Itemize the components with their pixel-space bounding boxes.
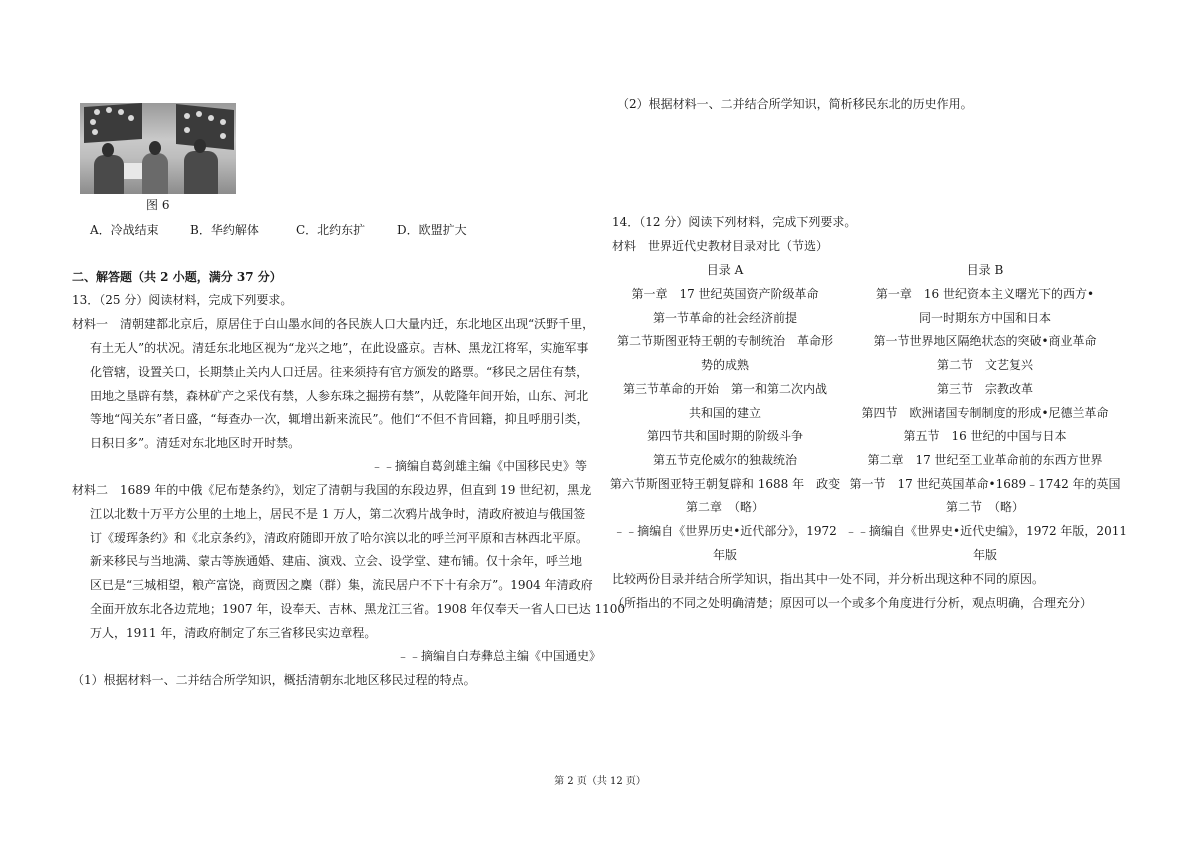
person-left	[94, 155, 124, 194]
option-a: A．冷战结束	[90, 223, 159, 237]
flag-star	[106, 107, 112, 113]
catalog-a-line: 第四节共和国时期的阶级斗争	[646, 429, 803, 443]
catalog-a-line: 第三节革命的开始 第一和第二次内战	[622, 382, 827, 396]
material1-line: 田地之垦辟有禁，森林矿产之采伐有禁，人参东珠之掘捞有禁”，从乾隆年间开始，山东、河北	[90, 389, 589, 403]
catalog-b-source: 年版	[972, 548, 997, 562]
catalog-a-line: 第二章 （略）	[685, 500, 764, 514]
catalog-b-line: 同一时期东方中国和日本	[918, 311, 1051, 325]
material2-line: 新来移民与当地满、蒙古等族通婚、建庙、演戏、立会、设学堂、建布铺。仅十余年，呼兰地	[90, 554, 583, 568]
question-13-2: （2）根据材料一、二并结合所学知识，简析移民东北的历史作用。	[617, 97, 973, 111]
option-d: D．欧盟扩大	[397, 223, 467, 237]
option-b: B．华约解体	[190, 223, 259, 237]
flag-star	[196, 111, 202, 117]
catalog-b-line: 第一章 16 世纪资本主义曙光下的西方•	[875, 287, 1095, 301]
flag-star	[118, 109, 124, 115]
material2-line: 万人，1911 年，清政府制定了东三省移民实边章程。	[90, 626, 377, 640]
catalog-b-line: 第四节 欧洲诸国专制制度的形成•尼德兰革命	[861, 406, 1109, 420]
flag-star	[90, 119, 96, 125]
catalog-a-line: 第一节革命的社会经济前提	[652, 311, 797, 325]
material2-line: 材料二 1689 年的中俄《尼布楚条约》，划定了清朝与我国的东段边界，但直到 19 世纪初，黑龙	[72, 483, 592, 497]
person-right	[184, 151, 218, 194]
catalog-a-line: 势的成熟	[700, 358, 749, 372]
option-c: C．北约东扩	[296, 223, 366, 237]
catalog-b-line: 第二节 文艺复兴	[936, 358, 1033, 372]
catalog-b-line: 第二章 17 世纪至工业革命前的东西方世界	[867, 453, 1103, 467]
catalog-b-line: 第一节世界地区隔绝状态的突破•商业革命	[873, 334, 1097, 348]
person-middle	[142, 153, 168, 194]
catalog-a-line: 第一章 17 世纪英国资产阶级革命	[631, 287, 819, 301]
catalog-a-line: 第二节斯图亚特王朝的专制统治 革命形	[616, 334, 833, 348]
flag-star	[184, 113, 190, 119]
source-citation-2: ﹣﹣摘编自白寿彝总主编《中国通史》	[397, 649, 602, 663]
question-13-1: （1）根据材料一、二并结合所学知识，概括清朝东北地区移民过程的特点。	[72, 673, 476, 687]
person-head	[149, 141, 161, 155]
q13-intro: 13．（25 分）阅读材料，完成下列要求。	[72, 293, 293, 307]
material-label: 材料 世界近代史教材目录对比（节选）	[612, 239, 829, 253]
catalog-a-source: ﹣﹣摘编自《世界历史•近代部分》，1972	[613, 524, 837, 538]
catalog-a-title: 目录 A	[706, 263, 744, 277]
flag-star	[92, 129, 98, 135]
catalog-b-source: ﹣﹣摘编自《世界史•近代史编》，1972 年版，2011	[845, 524, 1127, 538]
catalog-a-line: 第五节克伦威尔的独裁统治	[652, 453, 797, 467]
flag-star	[94, 109, 100, 115]
material2-line: 全面开放东北各边荒地；1907 年，设奉天、吉林、黑龙江三省。1908 年仅奉天一省人口已达 1100	[90, 602, 626, 616]
catalog-a-line: 共和国的建立	[688, 406, 761, 420]
q14-intro: 14．（12 分）阅读下列材料，完成下列要求。	[612, 215, 857, 229]
catalog-b-line: 第五节 16 世纪的中国与日本	[903, 429, 1067, 443]
material1-line: 材料一 清朝建都北京后，原居住于白山墨水间的各民族人口大量内迁，东北地区出现“沃野千里，	[72, 317, 595, 331]
compare-instruction: 比较两份目录并结合所学知识，指出其中一处不同，并分析出现这种不同的原因。	[612, 572, 1045, 586]
person-head	[102, 143, 114, 157]
source-citation-1: ﹣﹣摘编自葛剑雄主编《中国移民史》等	[371, 459, 588, 473]
flag-star	[220, 133, 226, 139]
material2-line: 订《瑷珲条约》和《北京条约》，清政府随即开放了哈尔滨以北的呼兰河平原和吉林西北平原。	[90, 531, 589, 545]
figure-caption: 图 6	[146, 198, 170, 212]
catalog-b-line: 第二节 （略）	[945, 500, 1024, 514]
section-heading: 二、解答题（共 2 小题，满分 37 分）	[72, 270, 282, 284]
material1-line: 日积日多”。清廷对东北地区时开时禁。	[90, 436, 301, 450]
material2-line: 江以北数十万平方公里的土地上，居民不是 1 万人，第二次鸦片战争时，清政府被迫与俄国签	[90, 507, 586, 521]
figure-6-photo	[80, 103, 236, 194]
flag-star	[220, 119, 226, 125]
catalog-a-line: 第六节斯图亚特王朝复辟和 1688 年 政变	[609, 477, 841, 491]
material1-line: 化管辖，设置关口，长期禁止关内人口迁居。往来须持有官方颁发的路票。“移民之居住有禁，	[90, 365, 589, 379]
material1-line: 有土无人”的状况。清廷东北地区视为“龙兴之地”，在此设盛京。吉林、黑龙江将军，实施军事	[90, 341, 589, 355]
material1-line: 等地“闯关东”者日盛，“每查办一次，辄增出新来流民”。他们“不但不肯回籍，抑且呼朋引类，	[90, 412, 589, 426]
person-head	[194, 139, 206, 153]
scoring-note: （所指出的不同之处明确清楚；原因可以一个或多个角度进行分析，观点明确，合理充分）	[612, 596, 1093, 610]
flag-star	[184, 127, 190, 133]
material2-line: 区已是“三城相望，粮产富饶，商贾因之麇（群）集，流民居户不下十有余万”。1904 年清政府	[90, 578, 593, 592]
catalog-a-source: 年版	[712, 548, 737, 562]
flag-star	[208, 115, 214, 121]
catalog-b-line: 第三节 宗教改革	[936, 382, 1033, 396]
flag-star	[128, 115, 134, 121]
catalog-b-line: 第一节 17 世纪英国革命•1689﹣1742 年的英国	[849, 477, 1121, 491]
catalog-b-title: 目录 B	[966, 263, 1004, 277]
page-footer: 第 2 页（共 12 页）	[554, 776, 646, 787]
